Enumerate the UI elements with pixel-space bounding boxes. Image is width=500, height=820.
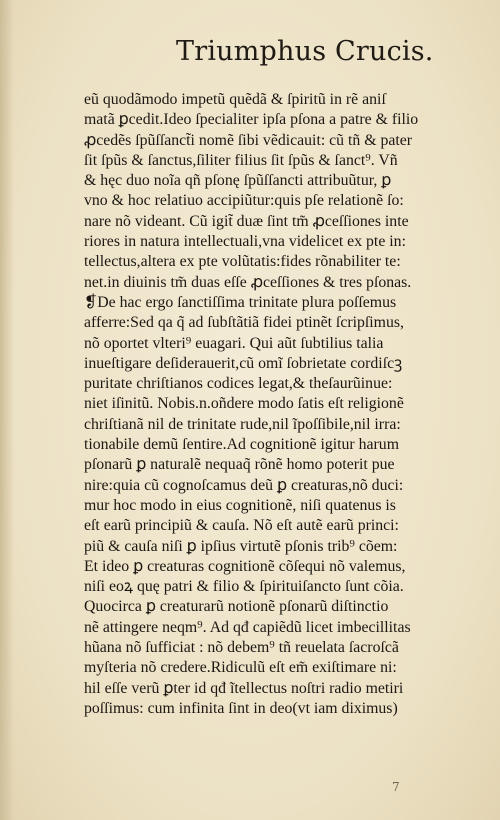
- text-line: mur hoc modo in eius cognitionẽ, niſi quatenus is: [84, 496, 396, 514]
- text-line: vno & hoc relatiuo accipiũtur:quis pſe relationẽ ſo:: [84, 192, 404, 210]
- text-line: tionabile demũ ſentire.Ad cognitionẽ igitur harum: [84, 436, 399, 454]
- text-line: nẽ attingere neqm⁹. Ad qđ capiẽdũ licet imbecillitas: [84, 618, 411, 636]
- text-line: ſit ſpũs & ſanctus,ſiliter filius ſit ſpũs & ſanct⁹. Vñ: [84, 151, 398, 169]
- text-line: puritate chriſtianos codices legat,& theſaurũinue:: [84, 375, 393, 393]
- text-line: ❡De hac ergo ſanctiſſima trinitate plura poſſemus: [84, 293, 397, 311]
- text-line: matã ꝑcedit.Ideo ſpecialiter ipſa pſona a patre & filio: [84, 111, 419, 129]
- text-line: nare nõ videant. Cũ igit̃ duæ ſint tm̃ ꝓceſſiones inte: [84, 212, 409, 230]
- text-line: afferre:Sed qa q̃ ad ſubſtãtiã fidei ptinẽt ſcripſimus,: [84, 314, 404, 332]
- text-line: pſonarũ ꝑ naturalẽ nequaq̃ rõnẽ homo poterit pue: [84, 456, 395, 474]
- text-line: riores in natura intellectuali,vna videlicet ex pte in:: [84, 233, 406, 251]
- text-line: inueſtigare deſiderauerit,cũ omĩ ſobrietate cordiſcꝫ: [84, 354, 403, 372]
- text-line: niet iſinitũ. Nobis.n.oñdere modo ſatis eſt religionẽ: [84, 395, 404, 413]
- text-line: net.in diuinis tm̃ duas eſſe ꝓceſſiones & tres pſonas.: [84, 273, 412, 291]
- text-line: tellectus,altera ex pte volũtatis:fides rõnabiliter te:: [84, 253, 401, 271]
- text-line: hũana nõ ſufficiat : nõ debem⁹ tñ reuelata ſacroſcã: [84, 639, 399, 657]
- text-line: chriſtianã nil de trinitate rude,nil ĩpoſſibile,nil irra:: [84, 415, 401, 433]
- text-line: niſi eoꝝ quę patri & filio & ſpirituiſancto ſunt cõia.: [84, 578, 404, 596]
- text-line: Et ideo ꝑ creaturas cognitionẽ cõſequi nõ valemus,: [84, 557, 406, 575]
- book-gutter-shadow: [0, 0, 14, 820]
- text-line: nõ oportet vlteri⁹ euagari. Qui aũt ſubtilius talia: [84, 334, 384, 352]
- text-line: eſt earũ principiũ & cauſa. Nõ eſt autẽ earũ princi:: [84, 517, 399, 535]
- text-line: nire:quia cũ cognoſcamus deũ ꝑ creaturas,nõ duci:: [84, 476, 404, 494]
- text-line: piũ & cauſa niſi ꝑ ipſius virtutẽ pſonis trib⁹ cõem:: [84, 537, 398, 555]
- text-line: eũ quodãmodo impetũ quẽdã & ſpiritũ in rẽ aniſ: [84, 91, 386, 108]
- body-text-block: [84, 90, 489, 719]
- text-line: & hęc duo noĩa qñ pſonę ſpũſſancti attribuũtur, ꝑ: [84, 172, 392, 190]
- text-line: ꝓcedẽs ſpũſſanct̃i nomẽ ſibi vẽdicauit: cũ tñ & pater: [84, 131, 413, 149]
- text-line: Quocirca ꝑ creaturarũ notionẽ pſonarũ diſtinctio: [84, 598, 389, 616]
- text-line: hil eſſe verũ ꝑter id qđ ĩtellectus noſtri radio metiri: [84, 679, 404, 697]
- text-line: myſteria nõ credere.Ridiculũ eſt em̃ exiſtimare ni:: [84, 659, 397, 677]
- text-line: poſſimus: cum infinita ſint in deo(vt iam diximus): [84, 699, 398, 717]
- folio-mark: 7: [392, 780, 400, 794]
- running-title: Triumphus Crucis.: [176, 36, 434, 67]
